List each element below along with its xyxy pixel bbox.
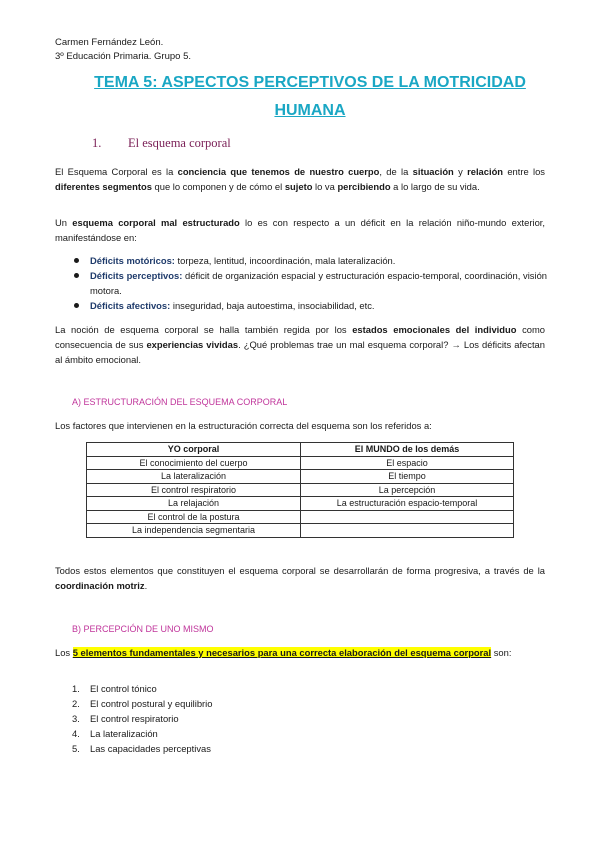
table-row: El conocimiento del cuerpo El espacio	[87, 456, 514, 470]
section-heading	[92, 136, 231, 151]
column-header: YO corporal	[87, 443, 301, 457]
list-item: 1. El control tónico	[72, 683, 157, 694]
bullet-icon	[74, 273, 79, 278]
paragraph-bad-schema: Un esquema corporal mal estructurado lo es con respecto a un déficit en la relación niño-mundo exterior, manifestándose en:	[55, 217, 545, 243]
highlighted-text: 5 elementos fundamentales y necesarios para una correcta elaboración del esquema corporal	[72, 647, 492, 658]
list-item: Déficits perceptivos: déficit de organización espacial y estructuración espacio-temporal, coordinación, visión motora.	[72, 268, 547, 298]
list-item: 4. La lateralización	[72, 728, 158, 739]
subheading-a: A) ESTRUCTURACIÓN DEL ESQUEMA CORPORAL	[72, 397, 288, 407]
deficits-list	[72, 253, 547, 313]
bullet-icon	[74, 258, 79, 263]
author-block	[55, 36, 191, 64]
author-name: Carmen Fernández León.	[55, 37, 164, 48]
subheading-b: B) PERCEPCIÓN DE UNO MISMO	[72, 624, 214, 634]
list-item: 2. El control postural y equilibrio	[72, 698, 213, 709]
table-row: La relajación La estructuración espacio-temporal	[87, 497, 514, 511]
section-title: El esquema corporal	[128, 136, 231, 150]
table-header-row	[87, 443, 514, 457]
paragraph-emotional: La noción de esquema corporal se halla también regida por los estados emocionales del individuo como consecuencia de sus experiencias vividas. ¿Qué problemas trae un mal esquema corporal? → Los déficits afectan al ámbito emocional.	[55, 324, 545, 365]
paragraph-definition: El Esquema Corporal es la conciencia que tenemos de nuestro cuerpo, de la situación y relación entre los diferentes segmentos que lo componen y de cómo el sujeto lo va percibiendo a lo largo de su vida.	[55, 166, 545, 192]
bullet-icon	[74, 303, 79, 308]
list-item: Déficits afectivos: inseguridad, baja autoestima, insociabilidad, etc.	[72, 298, 547, 313]
table-row: La independencia segmentaria	[87, 524, 514, 538]
table-row: El control de la postura	[87, 510, 514, 524]
section-number: 1.	[92, 136, 102, 150]
list-item: 3. El control respiratorio	[72, 713, 179, 724]
column-header: El MUNDO de los demás	[301, 443, 514, 457]
list-item: Déficits motóricos: torpeza, lentitud, incoordinación, mala lateralización.	[72, 253, 547, 268]
table-row: El control respiratorio La percepción	[87, 483, 514, 497]
paragraph-factors: Los factores que intervienen en la estructuración correcta del esquema son los referidos a:	[55, 420, 432, 431]
paragraph-elements: Los 5 elementos fundamentales y necesarios para una correcta elaboración del esquema corporal son:	[55, 647, 512, 658]
factors-table	[86, 442, 514, 538]
list-item: 5. Las capacidades perceptivas	[72, 743, 211, 754]
table-row: La lateralización El tiempo	[87, 470, 514, 484]
paragraph-coordination: Todos estos elementos que constituyen el esquema corporal se desarrollarán de forma progresiva, a través de la coordinación motriz.	[55, 565, 545, 591]
author-course: 3º Educación Primaria. Grupo 5.	[55, 51, 192, 62]
elements-list	[72, 681, 212, 756]
document-title-line2: HUMANA	[274, 102, 346, 119]
document-title-line1: TEMA 5: ASPECTOS PERCEPTIVOS DE LA MOTRICIDAD	[94, 74, 526, 91]
